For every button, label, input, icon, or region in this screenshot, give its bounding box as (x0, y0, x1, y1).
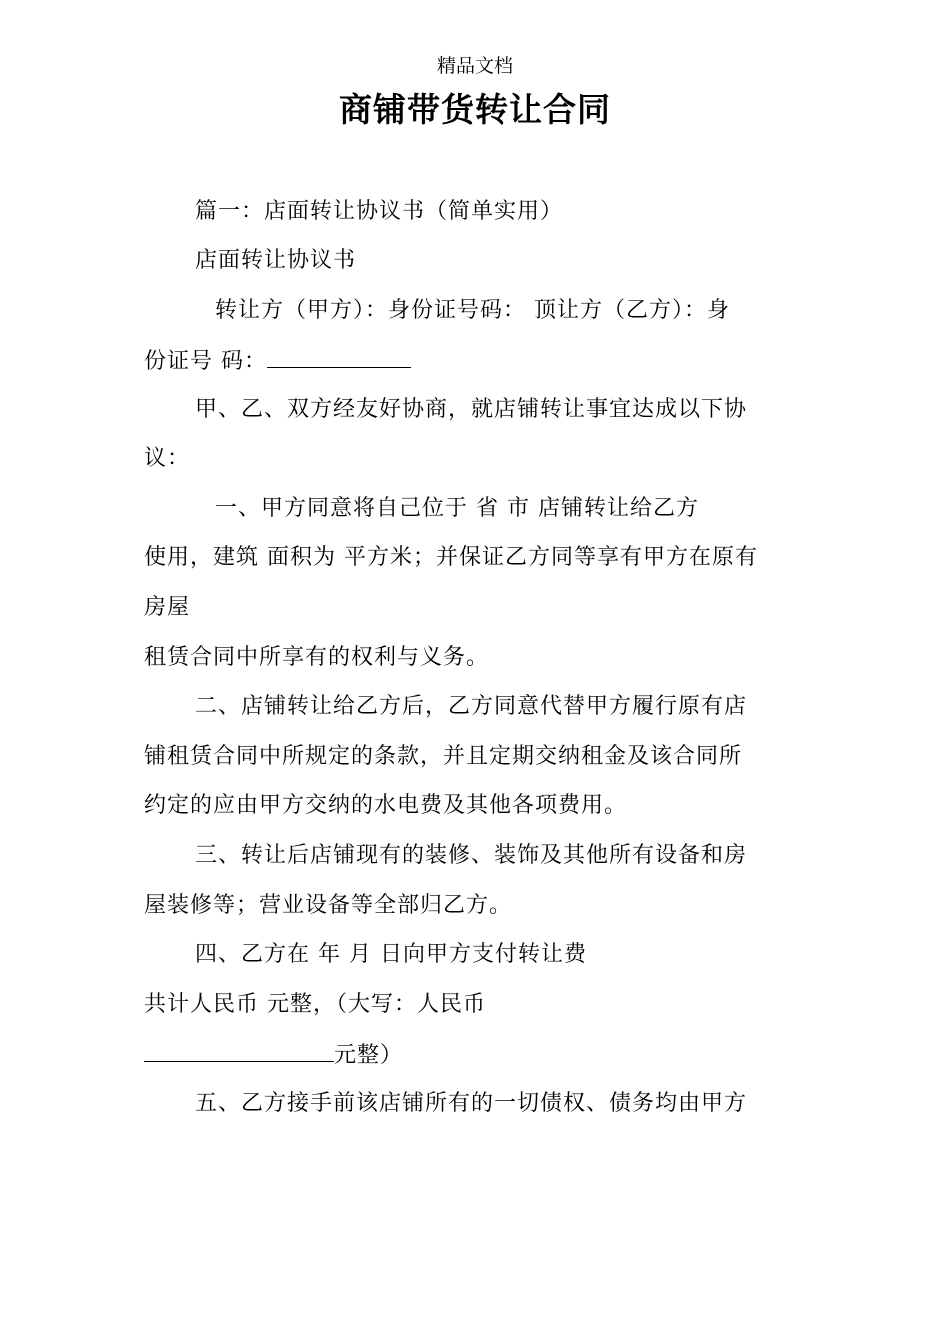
clause-1-line: 房屋 (144, 595, 191, 620)
clause-1-line: 使用，建筑 面积为 平方米；并保证乙方同等享有甲方在原有 (144, 545, 758, 570)
party-line: 转让方（甲方）：身份证号码： 顶让方（乙方）：身 (215, 298, 730, 323)
clause-4-line (144, 1039, 824, 1071)
clause-1-line: 一、甲方同意将自己位于 省 市 店铺转让给乙方 (215, 496, 699, 521)
clause-3-line: 三、转让后店铺现有的装修、装饰及其他所有设备和房 (195, 843, 748, 868)
paragraph-line: 议： (144, 446, 191, 471)
id-number-blank (267, 345, 411, 368)
clause-1-line: 租赁合同中所享有的权利与义务。 (144, 645, 490, 670)
paragraph-line: 甲、乙、双方经友好协商，就店铺转让事宜达成以下协 (195, 397, 748, 422)
header-label: 精品文档 (436, 55, 513, 77)
amount-suffix: 元整） (334, 1043, 404, 1068)
section-heading: 篇一：店面转让协议书（简单实用） (195, 199, 564, 224)
clause-5-line: 五、乙方接手前该店铺所有的一切债权、债务均由甲方 (195, 1091, 748, 1116)
agreement-title: 店面转让协议书 (195, 248, 357, 273)
amount-blank (144, 1039, 334, 1062)
clause-4-line: 四、乙方在 年 月 日向甲方支付转让费 (195, 942, 587, 967)
clause-3-line: 屋装修等；营业设备等全部归乙方。 (144, 893, 513, 918)
clause-2-line: 二、店铺转让给乙方后，乙方同意代替甲方履行原有店 (195, 694, 748, 719)
id-number-label: 份证号 码： (144, 349, 267, 374)
id-number-line (144, 345, 824, 377)
clause-2-line: 约定的应由甲方交纳的水电费及其他各项费用。 (144, 793, 628, 818)
clause-2-line: 铺租赁合同中所规定的条款，并且定期交纳租金及该合同所 (144, 744, 743, 769)
clause-4-line: 共计人民币 元整，（大写：人民币 (144, 992, 486, 1017)
document-title: 商铺带货转让合同 (339, 90, 611, 129)
